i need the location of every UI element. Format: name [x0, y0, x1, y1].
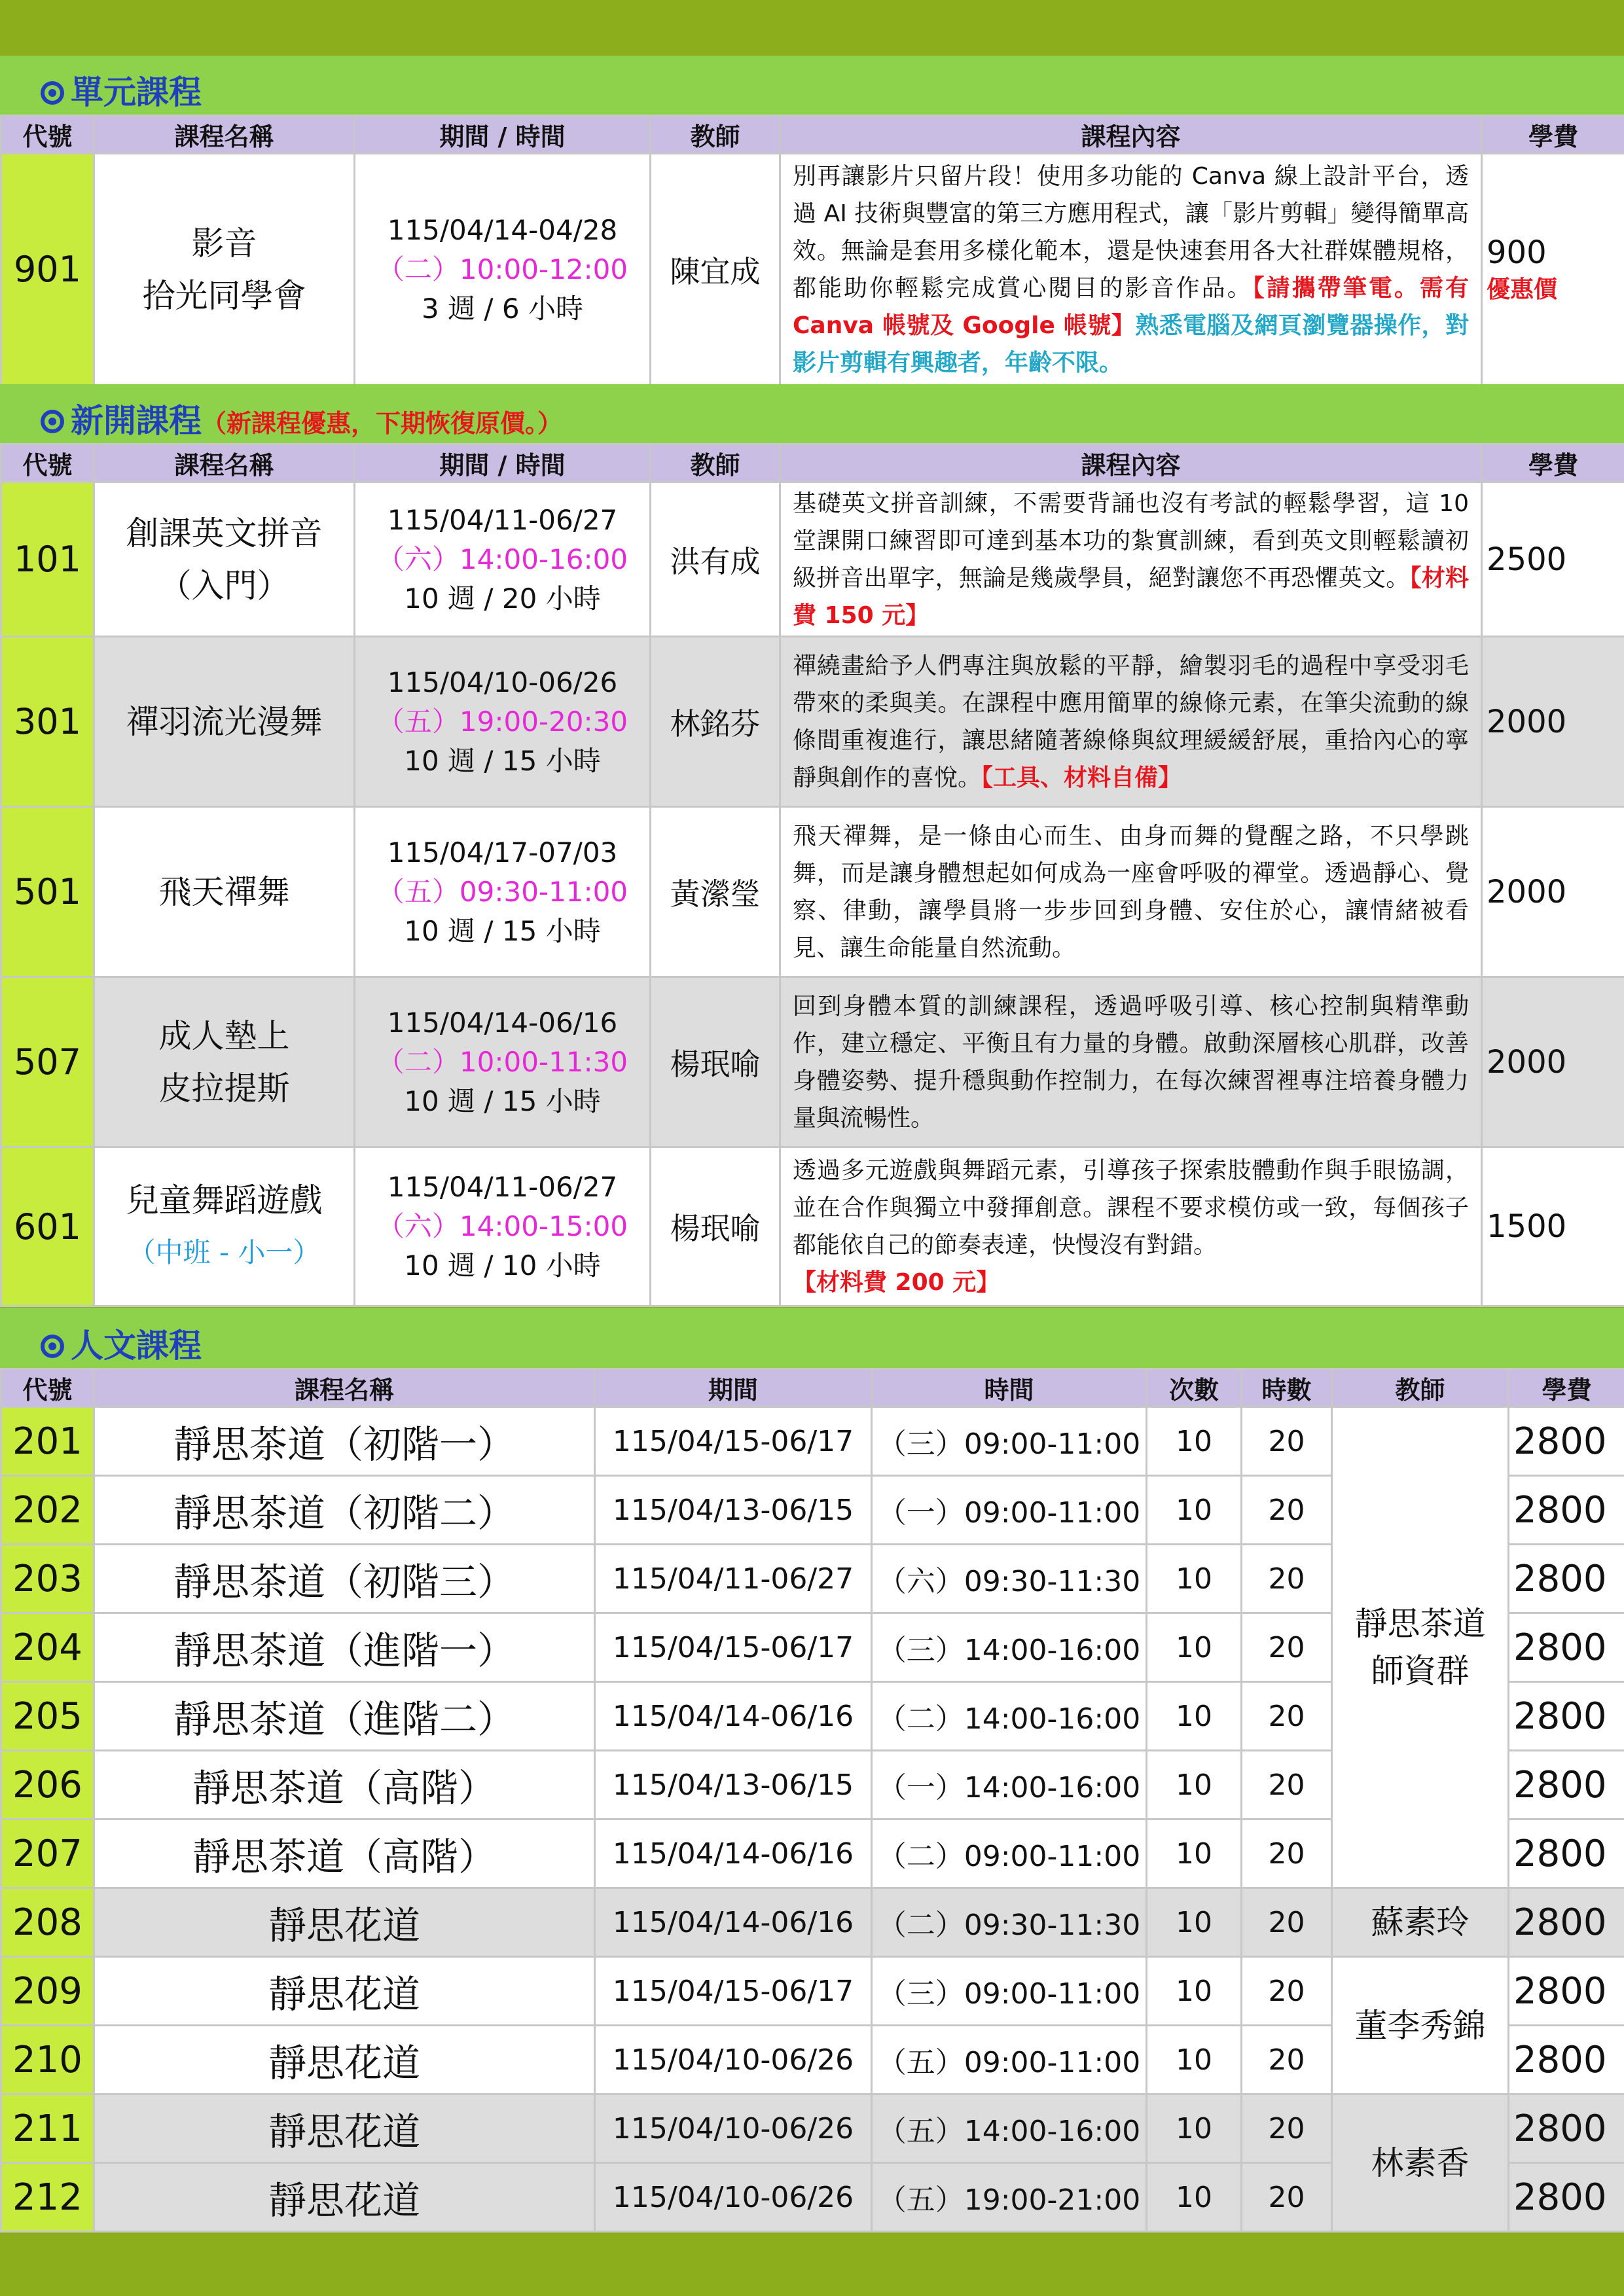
course-name [94, 482, 355, 637]
course-name [94, 154, 355, 386]
table-header-row [1, 1369, 1624, 1407]
content-text: 透過多元遊戲與舞蹈元素，引導孩子探索肢體動作與手眼協調，並在合作與獨立中發揮創意。課程不要求模仿或一致，每個孩子都能依自己的節奏表達，快慢沒有對錯。 [793, 1157, 1469, 1259]
course-fee: 2800 [1509, 1820, 1624, 1888]
course-name-line: 飛天禪舞 [158, 872, 290, 911]
course-time: （二）10:00-11:30 [376, 1045, 628, 1078]
table-row[interactable] [1, 1407, 1624, 1476]
course-time: （六）14:00-16:00 [376, 543, 628, 575]
course-hours: 20 [1242, 1613, 1332, 1682]
course-name-line: 皮拉提斯 [158, 1069, 290, 1107]
course-name: 靜思花道 [94, 1888, 595, 1957]
header-period-time: 期間 / 時間 [355, 116, 651, 154]
course-teacher-tea-group [1332, 1407, 1509, 1888]
course-code: 203 [1, 1545, 94, 1613]
table-header-row [1, 444, 1624, 482]
course-fee: 2800 [1509, 2026, 1624, 2094]
header-fee: 學費 [1482, 444, 1624, 482]
course-hours: 20 [1242, 1476, 1332, 1545]
section-title-text: 新開課程 [71, 402, 202, 440]
course-name: 靜思茶道（初階三） [94, 1545, 595, 1613]
course-content [780, 1147, 1482, 1306]
course-period: 115/04/10-06/26 [595, 2163, 872, 2232]
course-name [94, 977, 355, 1147]
course-content [780, 807, 1482, 977]
course-time: （五）14:00-16:00 [872, 2094, 1147, 2163]
course-sessions: 10 [1147, 2163, 1242, 2232]
course-period: 115/04/15-06/17 [595, 1613, 872, 1682]
header-name: 課程名稱 [94, 116, 355, 154]
unit-courses-table [0, 115, 1624, 386]
table-row[interactable] [1, 807, 1624, 977]
course-period: 115/04/11-06/27 [595, 1545, 872, 1613]
course-dates: 115/04/14-04/28 [387, 213, 618, 246]
course-period: 115/04/13-06/15 [595, 1751, 872, 1820]
header-code: 代號 [1, 444, 94, 482]
course-teacher: 楊珉喻 [651, 977, 780, 1147]
target-bullet-icon [41, 410, 64, 433]
content-note-red: 【工具、材料自備】 [981, 764, 1182, 791]
course-code: 601 [1, 1147, 94, 1306]
course-period: 115/04/15-06/17 [595, 1407, 872, 1476]
course-duration: 10 週 / 20 小時 [404, 582, 601, 615]
new-courses-table [0, 443, 1624, 1307]
course-fee: 2800 [1509, 1682, 1624, 1751]
course-sessions: 10 [1147, 2026, 1242, 2094]
course-code: 507 [1, 977, 94, 1147]
course-hours: 20 [1242, 2094, 1332, 2163]
course-duration: 3 週 / 6 小時 [422, 292, 583, 325]
course-teacher: 洪有成 [651, 482, 780, 637]
header-hours: 時數 [1242, 1369, 1332, 1407]
target-bullet-icon [41, 81, 64, 105]
course-fee: 2800 [1509, 2163, 1624, 2232]
section-bar-unit [0, 56, 1624, 115]
course-period: 115/04/10-06/26 [595, 2026, 872, 2094]
course-code: 208 [1, 1888, 94, 1957]
course-fee: 2000 [1482, 637, 1624, 807]
course-period: 115/04/13-06/15 [595, 1476, 872, 1545]
course-code: 204 [1, 1613, 94, 1682]
course-name [94, 807, 355, 977]
content-note-red: 【材料費 150 元】 [793, 564, 1469, 629]
table-row[interactable] [1, 1957, 1624, 2026]
fee-value: 900 [1487, 234, 1547, 271]
course-code: 101 [1, 482, 94, 637]
course-time: （五）09:00-11:00 [872, 2026, 1147, 2094]
course-name: 靜思茶道（初階一） [94, 1407, 595, 1476]
content-text: 別再讓影片只留片段！使用多功能的 Canva 線上設計平台，透過 AI 技術與豐富的第三方應用程式，讓「影片剪輯」變得簡單高效。無論是套用多樣化範本，還是快速套用各大社群媒體規格，都能助你輕鬆完成賞心閱目的影音作品。 [793, 162, 1469, 302]
course-teacher: 董李秀錦 [1332, 1957, 1509, 2094]
course-teacher: 黃瀠瑩 [651, 807, 780, 977]
course-hours: 20 [1242, 1820, 1332, 1888]
course-fee: 2800 [1509, 1888, 1624, 1957]
header-content: 課程內容 [780, 444, 1482, 482]
fee-promo-label: 優惠價 [1487, 276, 1558, 303]
course-time: （五）19:00-20:30 [376, 705, 628, 738]
course-period: 115/04/10-06/26 [595, 2094, 872, 2163]
course-period: 115/04/14-06/16 [595, 1682, 872, 1751]
teacher-line: 靜思茶道 [1354, 1605, 1486, 1643]
content-text: 基礎英文拼音訓練，不需要背誦也沒有考試的輕鬆學習，這 10 堂課開口練習即可達到基本功的紮實訓練，看到英文則輕鬆讀初級拼音出單字，無論是幾歲學員，絕對讓您不再恐懼英文。 [793, 490, 1469, 592]
course-name: 靜思茶道（高階） [94, 1820, 595, 1888]
course-sessions: 10 [1147, 1957, 1242, 2026]
course-hours: 20 [1242, 1957, 1332, 2026]
course-code: 212 [1, 2163, 94, 2232]
course-code: 901 [1, 154, 94, 386]
header-teacher: 教師 [651, 444, 780, 482]
course-teacher: 陳宜成 [651, 154, 780, 386]
header-code: 代號 [1, 116, 94, 154]
section-title-text: 單元課程 [71, 73, 202, 111]
content-text: 飛天禪舞，是一條由心而生、由身而舞的覺醒之路，不只學跳舞，而是讓身體想起如何成為一座會呼吸的禪堂。透過靜心、覺察、律動，讓學員將一步步回到身體、安住於心，讓情緒被看見、讓生命能量自然流動。 [793, 822, 1469, 961]
content-text: 回到身體本質的訓練課程，透過呼吸引導、核心控制與精準動作，建立穩定、平衡且有力量的身體。啟動深層核心肌群，改善身體姿勢、提升穩與動作控制力，在每次練習裡專注培養身體力量與流暢性。 [793, 992, 1469, 1132]
course-name: 靜思花道 [94, 2094, 595, 2163]
course-code: 202 [1, 1476, 94, 1545]
course-sessions: 10 [1147, 1613, 1242, 1682]
table-row[interactable] [1, 1888, 1624, 1957]
course-period [355, 977, 651, 1147]
course-name-line: 拾光同學會 [142, 276, 306, 315]
course-time: （二）14:00-16:00 [872, 1682, 1147, 1751]
table-row[interactable] [1, 482, 1624, 637]
course-name-line: 影音 [191, 224, 257, 262]
course-sessions: 10 [1147, 1888, 1242, 1957]
course-name: 靜思茶道（進階二） [94, 1682, 595, 1751]
course-sessions: 10 [1147, 1407, 1242, 1476]
course-time: （三）09:00-11:00 [872, 1407, 1147, 1476]
course-code: 207 [1, 1820, 94, 1888]
header-name: 課程名稱 [94, 444, 355, 482]
course-code: 211 [1, 2094, 94, 2163]
course-time: （五）19:00-21:00 [872, 2163, 1147, 2232]
course-time: （二）09:30-11:30 [872, 1888, 1147, 1957]
course-name: 靜思茶道（初階二） [94, 1476, 595, 1545]
course-fee: 2800 [1509, 1545, 1624, 1613]
course-name [94, 1147, 355, 1306]
table-row[interactable] [1, 2094, 1624, 2163]
header-name: 課程名稱 [94, 1369, 595, 1407]
course-hours: 20 [1242, 1888, 1332, 1957]
course-name-line: 兒童舞蹈遊戲 [126, 1181, 323, 1219]
header-fee: 學費 [1482, 116, 1624, 154]
course-duration: 10 週 / 10 小時 [404, 1249, 601, 1282]
course-name: 靜思花道 [94, 2026, 595, 2094]
course-sessions: 10 [1147, 1682, 1242, 1751]
header-content: 課程內容 [780, 116, 1482, 154]
course-fee: 2500 [1482, 482, 1624, 637]
course-fee: 2800 [1509, 1751, 1624, 1820]
header-period-time: 期間 / 時間 [355, 444, 651, 482]
course-sessions: 10 [1147, 2094, 1242, 2163]
section-title-new [41, 395, 562, 442]
course-name: 靜思花道 [94, 2163, 595, 2232]
header-time: 時間 [872, 1369, 1147, 1407]
section-note: （新課程優惠，下期恢復原價。） [202, 409, 563, 438]
course-sessions: 10 [1147, 1820, 1242, 1888]
course-duration: 10 週 / 15 小時 [404, 1085, 601, 1117]
course-teacher: 蘇素玲 [1332, 1888, 1509, 1957]
course-fee: 1500 [1482, 1147, 1624, 1306]
content-note-red: 【材料費 200 元】 [793, 1269, 1000, 1296]
header-fee: 學費 [1509, 1369, 1624, 1407]
course-content [780, 637, 1482, 807]
course-time: （一）09:00-11:00 [872, 1476, 1147, 1545]
course-period: 115/04/14-06/16 [595, 1888, 872, 1957]
table-row[interactable] [1, 1147, 1624, 1306]
course-code: 209 [1, 1957, 94, 2026]
course-dates: 115/04/11-06/27 [387, 503, 618, 536]
course-fee: 2800 [1509, 1957, 1624, 2026]
content-text: 禪繞畫給予人們專注與放鬆的平靜，繪製羽毛的過程中享受羽毛帶來的柔與美。在課程中應用簡單的線條元素，在筆尖流動的線條間重複進行，讓思緒隨著線條與紋理緩緩舒展，重拾內心的寧靜與創作的喜悅。 [793, 652, 1469, 791]
header-sessions: 次數 [1147, 1369, 1242, 1407]
course-code: 201 [1, 1407, 94, 1476]
section-title-unit [41, 66, 202, 113]
course-duration: 10 週 / 15 小時 [404, 744, 601, 777]
section-bar-new [0, 384, 1624, 443]
course-name: 靜思花道 [94, 1957, 595, 2026]
course-code: 301 [1, 637, 94, 807]
table-header-row [1, 116, 1624, 154]
course-content [780, 977, 1482, 1147]
course-sessions: 10 [1147, 1545, 1242, 1613]
course-dates: 115/04/14-06/16 [387, 1006, 618, 1039]
course-hours: 20 [1242, 1407, 1332, 1476]
course-code: 210 [1, 2026, 94, 2094]
course-time: （六）09:30-11:30 [872, 1545, 1147, 1613]
course-sessions: 10 [1147, 1476, 1242, 1545]
course-period [355, 154, 651, 386]
section-title-text: 人文課程 [71, 1327, 202, 1365]
course-hours: 20 [1242, 1682, 1332, 1751]
top-band [0, 0, 1624, 56]
course-age-range: （中班 - 小一） [128, 1236, 321, 1268]
course-name: 靜思茶道（進階一） [94, 1613, 595, 1682]
course-time: （三）14:00-16:00 [872, 1613, 1147, 1682]
course-dates: 115/04/17-07/03 [387, 836, 618, 869]
section-bar-humanities [0, 1308, 1624, 1368]
course-fee: 2800 [1509, 2094, 1624, 2163]
course-time: （一）14:00-16:00 [872, 1751, 1147, 1820]
course-time: （五）09:30-11:00 [376, 875, 628, 908]
course-code: 205 [1, 1682, 94, 1751]
course-teacher: 林銘芬 [651, 637, 780, 807]
header-code: 代號 [1, 1369, 94, 1407]
course-hours: 20 [1242, 2163, 1332, 2232]
table-row[interactable] [1, 637, 1624, 807]
header-period: 期間 [595, 1369, 872, 1407]
course-fee: 2800 [1509, 1476, 1624, 1545]
course-duration: 10 週 / 15 小時 [404, 914, 601, 947]
teacher-line: 師資群 [1371, 1652, 1470, 1690]
course-time: （二）09:00-11:00 [872, 1820, 1147, 1888]
course-name: 靜思茶道（高階） [94, 1751, 595, 1820]
course-time: （二）10:00-12:00 [376, 253, 628, 285]
course-period [355, 807, 651, 977]
header-teacher: 教師 [651, 116, 780, 154]
course-fee: 2000 [1482, 977, 1624, 1147]
course-code: 206 [1, 1751, 94, 1820]
table-row[interactable] [1, 154, 1624, 386]
course-fee: 2800 [1509, 1613, 1624, 1682]
course-hours: 20 [1242, 1751, 1332, 1820]
course-content [780, 482, 1482, 637]
course-time: （三）09:00-11:00 [872, 1957, 1147, 2026]
course-name-line: （入門） [158, 566, 290, 605]
course-name-line: 創課英文拼音 [126, 514, 323, 552]
course-period: 115/04/14-06/16 [595, 1820, 872, 1888]
course-sessions: 10 [1147, 1751, 1242, 1820]
course-name-line: 禪羽流光漫舞 [126, 702, 323, 741]
course-name [94, 637, 355, 807]
course-name-line: 成人墊上 [158, 1016, 290, 1055]
course-hours: 20 [1242, 2026, 1332, 2094]
course-period [355, 637, 651, 807]
course-fee: 2000 [1482, 807, 1624, 977]
course-teacher: 林素香 [1332, 2094, 1509, 2232]
course-fee: 2800 [1509, 1407, 1624, 1476]
header-teacher: 教師 [1332, 1369, 1509, 1407]
course-time: （六）14:00-15:00 [376, 1210, 628, 1242]
course-fee [1482, 154, 1624, 386]
content-note-red: 【請攜帶筆電。需有 Canva 帳號及 Google 帳號】 [793, 274, 1469, 339]
humanities-courses-table [0, 1368, 1624, 2233]
course-content [780, 154, 1482, 386]
course-hours: 20 [1242, 1545, 1332, 1613]
target-bullet-icon [41, 1335, 64, 1358]
course-period [355, 1147, 651, 1306]
table-row[interactable] [1, 977, 1624, 1147]
course-dates: 115/04/10-06/26 [387, 666, 618, 698]
content-note-teal: 熟悉電腦及網頁瀏覽器操作，對影片剪輯有興趣者，年齡不限。 [793, 312, 1469, 376]
course-code: 501 [1, 807, 94, 977]
course-dates: 115/04/11-06/27 [387, 1171, 618, 1203]
course-period [355, 482, 651, 637]
section-title-humanities [41, 1319, 202, 1367]
course-period: 115/04/15-06/17 [595, 1957, 872, 2026]
course-teacher: 楊珉喻 [651, 1147, 780, 1306]
